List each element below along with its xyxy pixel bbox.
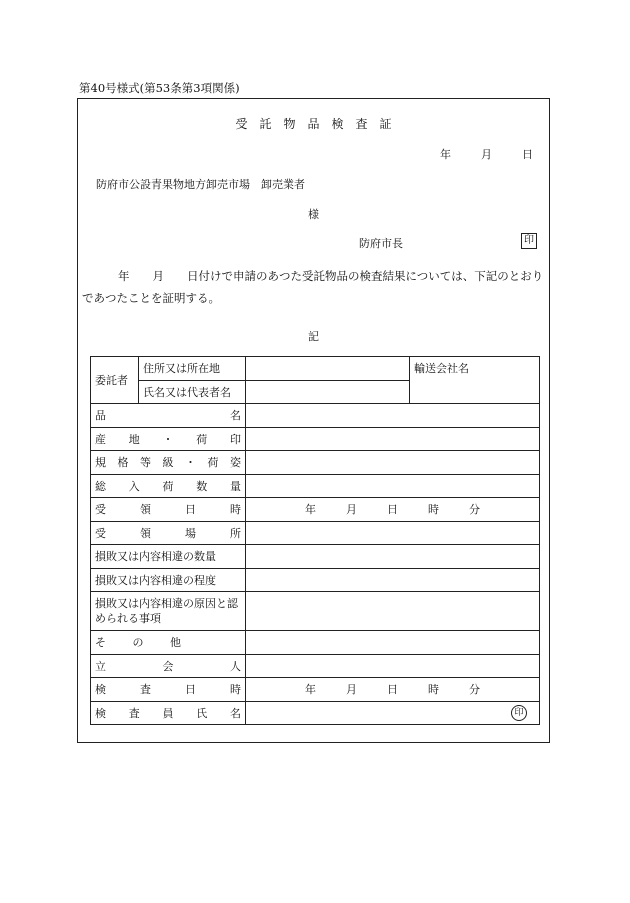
- name-rep-label: 氏名又は代表者名: [139, 380, 246, 404]
- label-char: 荷: [207, 456, 219, 470]
- label-char: 名: [230, 409, 241, 423]
- grade-packaging-value[interactable]: [246, 451, 540, 475]
- label-char: 検: [95, 683, 106, 697]
- label-char: 格: [117, 456, 129, 470]
- table-row: [91, 357, 540, 381]
- datetime-unit: 日: [387, 503, 398, 517]
- round-seal-mark: 印: [511, 705, 527, 721]
- addressee: 防府市公設青果物地方卸売市場 卸売業者: [96, 178, 305, 191]
- table-row: [91, 404, 540, 428]
- item-name-value[interactable]: [246, 404, 540, 428]
- damage-cause-value[interactable]: [246, 592, 540, 631]
- table-row: [91, 474, 540, 498]
- receipt-place-label: [95, 525, 241, 541]
- label-char: 員: [162, 706, 174, 720]
- label-char: 数: [196, 479, 208, 493]
- label-char: 地: [128, 432, 140, 446]
- label-char: 級: [162, 456, 174, 470]
- document-title: 受託物品検査証: [235, 117, 404, 131]
- label-char: ・: [162, 432, 174, 446]
- datetime-unit: 月: [346, 503, 357, 517]
- grade-packaging-label: [95, 454, 241, 470]
- label-char: 荷: [162, 479, 174, 493]
- label-char: 姿: [230, 456, 241, 470]
- table-row: [91, 631, 540, 655]
- month-unit: 月: [481, 148, 492, 161]
- datetime-unit: 年: [305, 683, 316, 697]
- label-char: 他: [170, 636, 181, 650]
- inspector-name-value[interactable]: [246, 701, 540, 725]
- inspection-datetime-label: [95, 681, 241, 697]
- label-char: 総: [95, 479, 106, 493]
- inspection-datetime-units: [250, 681, 535, 697]
- label-char: 等: [140, 456, 151, 470]
- label-char: 所: [230, 526, 241, 540]
- label-char: 査: [140, 683, 151, 697]
- label-char: 領: [140, 503, 151, 517]
- table-row: [91, 545, 540, 569]
- table-row: [91, 498, 540, 522]
- label-char: 規: [95, 456, 106, 470]
- datetime-unit: 時: [428, 503, 439, 517]
- datetime-unit: 月: [346, 683, 357, 697]
- receipt-datetime-units: [250, 501, 535, 517]
- table-row: [91, 451, 540, 475]
- issue-date: [410, 146, 533, 162]
- damage-quantity-value[interactable]: [246, 545, 540, 569]
- label-char: 人: [230, 659, 241, 673]
- label-char: 印: [230, 432, 241, 446]
- label-char: 量: [230, 479, 241, 493]
- other-label: [95, 634, 241, 650]
- certificate-frame: [77, 98, 550, 743]
- label-char: 受: [95, 503, 106, 517]
- issuer-mayor: 防府市長: [359, 237, 403, 250]
- origin-mark-label: [95, 431, 241, 447]
- label-char: ・: [185, 456, 196, 470]
- form-number-label: 第40号様式(第53条第3項関係): [79, 81, 240, 95]
- certification-statement: 年 月 日付けで申請のあつた受託物品の検査結果については、下記のとおりであつたことを証明する。: [82, 269, 544, 305]
- label-char: 場: [185, 526, 196, 540]
- label-char: 査: [128, 706, 140, 720]
- label-char: 立: [95, 659, 106, 673]
- square-seal-mark: 印: [521, 233, 537, 249]
- label-char: 時: [230, 503, 241, 517]
- table-row: [91, 654, 540, 678]
- total-quantity-value[interactable]: [246, 474, 540, 498]
- other-value[interactable]: [246, 631, 540, 655]
- label-char: そ: [95, 636, 106, 650]
- damage-degree-label: 損敗又は内容相違の程度: [91, 568, 246, 592]
- table-row: [91, 592, 540, 631]
- label-char: 検: [95, 706, 106, 720]
- total-quantity-label: [95, 478, 241, 494]
- day-unit: 日: [522, 148, 533, 161]
- label-char: 名: [230, 706, 241, 720]
- table-row: [91, 427, 540, 451]
- label-char: 領: [140, 526, 151, 540]
- label-char: 時: [230, 683, 241, 697]
- table-row: [91, 521, 540, 545]
- inspector-name-label: [95, 705, 241, 721]
- witness-label: [95, 658, 241, 674]
- label-char: 入: [128, 479, 140, 493]
- label-char: 荷: [196, 432, 208, 446]
- label-char: 日: [185, 683, 196, 697]
- label-char: 会: [162, 659, 174, 673]
- item-name-label: [95, 407, 241, 423]
- year-unit: 年: [440, 148, 451, 161]
- shipping-company-label: 輸送会社名: [410, 357, 540, 404]
- address-value[interactable]: [246, 357, 410, 381]
- consignor-label: 委託者: [91, 357, 139, 404]
- damage-cause-label: 損敗又は内容相違の原因と認められる事項: [91, 592, 246, 631]
- datetime-unit: 日: [387, 683, 398, 697]
- witness-value[interactable]: [246, 654, 540, 678]
- name-rep-value[interactable]: [246, 380, 410, 404]
- label-char: 受: [95, 526, 106, 540]
- receipt-place-value[interactable]: [246, 521, 540, 545]
- damage-degree-value[interactable]: [246, 568, 540, 592]
- label-char: 氏: [196, 706, 208, 720]
- origin-mark-value[interactable]: [246, 427, 540, 451]
- table-row: [91, 678, 540, 702]
- datetime-unit: 年: [305, 503, 316, 517]
- datetime-unit: 分: [469, 683, 480, 697]
- address-label: 住所又は所在地: [139, 357, 246, 381]
- receipt-datetime-label: [95, 501, 241, 517]
- label-char: の: [132, 636, 144, 650]
- datetime-unit: 分: [469, 503, 480, 517]
- inspection-table: [90, 356, 540, 725]
- table-row: [91, 568, 540, 592]
- label-char: 日: [185, 503, 196, 517]
- ki-heading: 記: [308, 330, 319, 343]
- label-char: 産: [95, 432, 106, 446]
- damage-quantity-label: 損敗又は内容相違の数量: [91, 545, 246, 569]
- honorific: 様: [308, 208, 319, 221]
- table-row: [91, 701, 540, 725]
- label-char: 品: [95, 409, 106, 423]
- datetime-unit: 時: [428, 683, 439, 697]
